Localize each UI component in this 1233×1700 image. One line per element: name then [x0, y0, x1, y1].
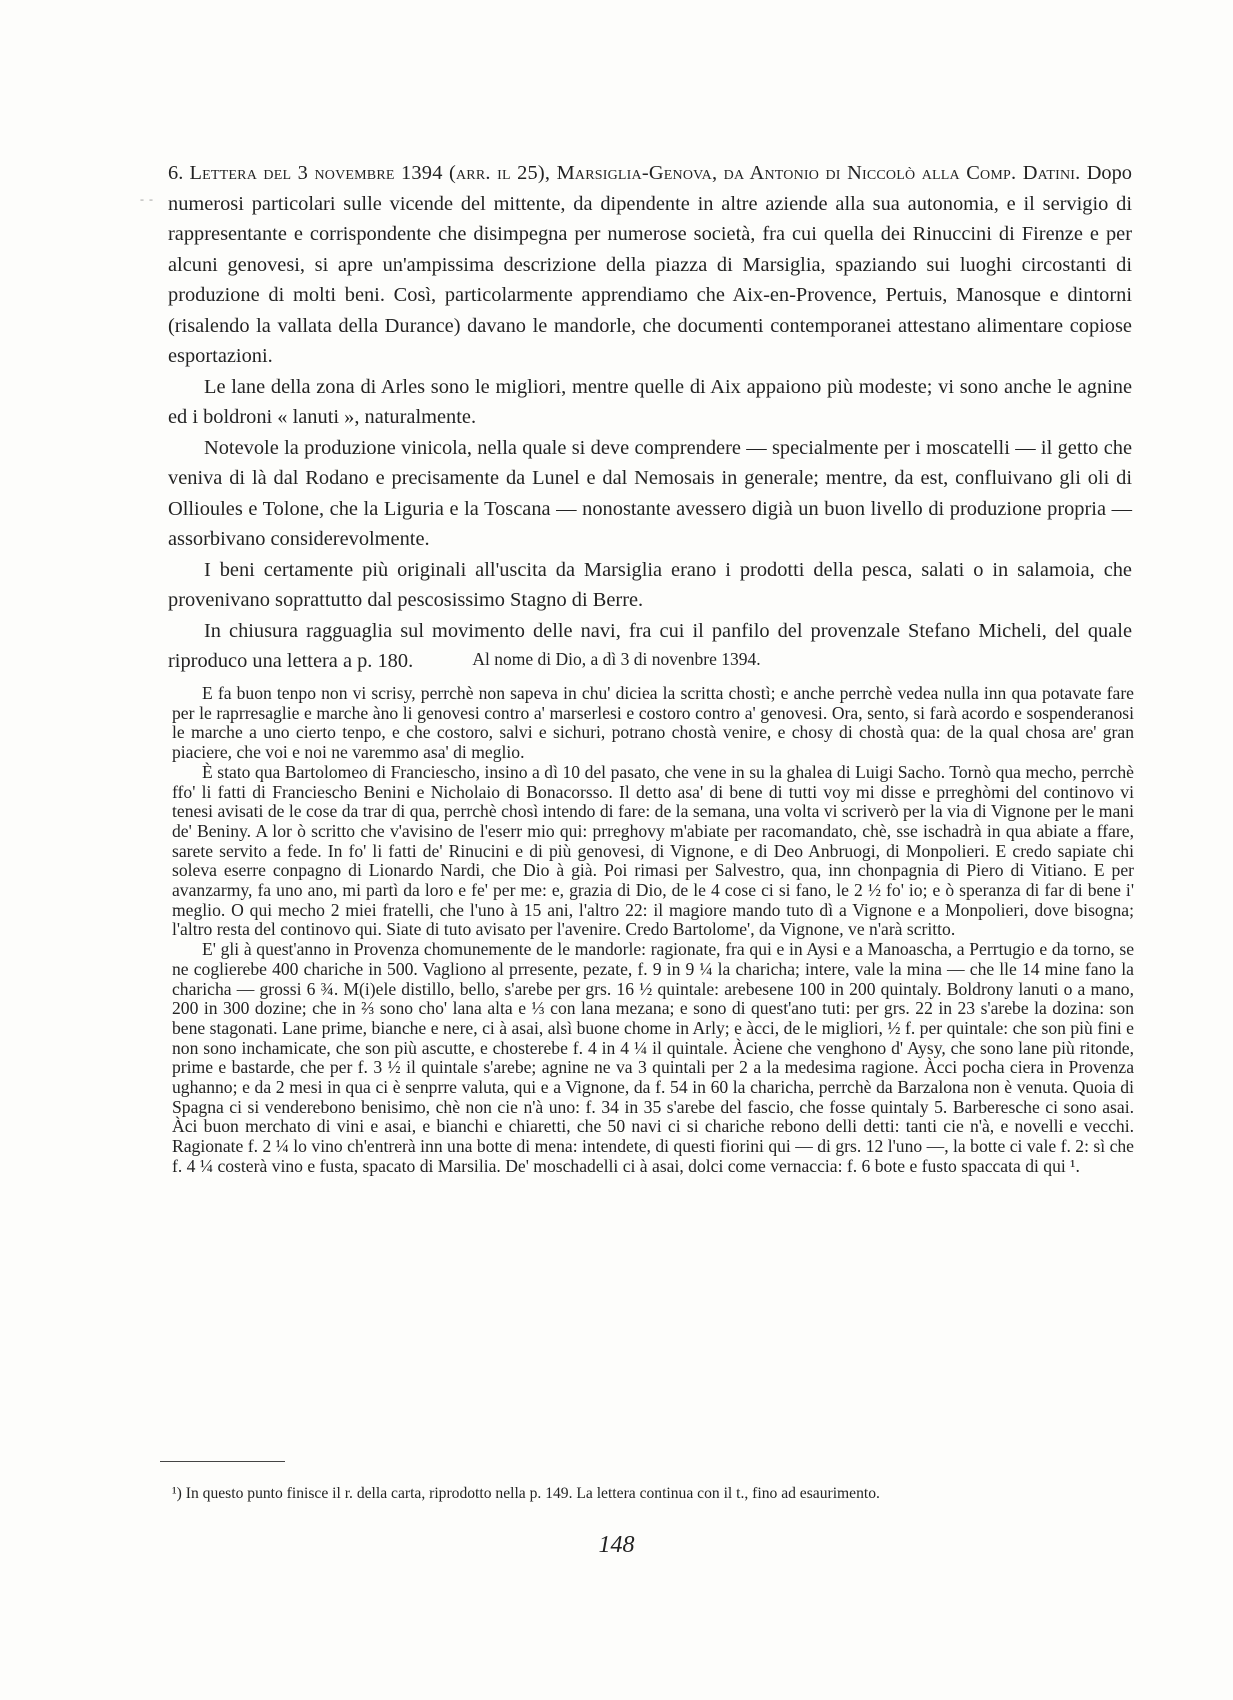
footnote: ¹) In questo punto finisce il r. della carta, riprodotto nella p. 149. La lettera continua con il t., fino ad esaurimento.	[172, 1485, 880, 1502]
intro-paragraph	[168, 158, 1132, 372]
letter-paragraph: E fa buon tenpo non vi scrisy, perrchè non sapeva in chu' diciea la scritta chostì; e anche perrchè vedea nulla inn qua potavate fare per le raprresaglie e marche àno li genovesi contro a' marserlesi e costoro contro a' genovesi. Ora, sento, si farà acordo e sospenderanosi le marche a uno cierto tenpo, e che costoro, salvi e sichuri, potrano chostà venire, e chosy di chostà qua: de la qual chosa are' gran piaciere, che voi e noi ne varemmo asa' di meglio.	[172, 683, 1134, 763]
letter-paragraph: È stato qua Bartolomeo di Franciescho, insino a dì 10 del pasato, che vene in su la ghalea di Luigi Sacho. Tornò qua mecho, perrchè ffo' li fatti di Franciescho Benini e Nicholaio di Bonacorsso. Il detto asa' di bene di tutti voy mi disse e prreghòmi del continovo vi tenesi avisati de le cose da trar di qua, perrchè chosì intendo di fare: de la semana, una volta vi scriverò per la via di Vignone per le mani de' Beniny. A lor ò scritto che v'avisino de l'eserr mio qui: prreghovy m'abiate per racomandato, chè, sse ischadrà in qua abiate a ffare, sarete servito a fede. In fo' li fatti de' Rinucini e di più genovesi, di Vignone, e di Deo Anbruogi, di Monpolieri. E credo sapiate chi soleva eserre conpagno di Lionardo Nardi, che Dio à già. Poi rimasi per Salvestro, qua, inn chonpagnia di Piero di Vitiano. E per avanzarmy, fa uno ano, mi partì da loro e fe' per me: e, grazia di Dio, de le 4 cose ci si fano, le 2 ½ fo' io; e ò speranza di far di bene i' meglio. O qui mecho 2 miei fratelli, che l'uno à 15 ani, l'altro 22: il magiore mando tuto dì a Vignone e a Monpolieri, dove bisogna; l'altro resta del continovo qui. Siate di tuto avisato per l'avenire. Credo Bartolome', da Vignone, ve n'arà scritto.	[172, 761, 1134, 940]
intro-text: Dopo numerosi particolari sulle vicende del mittente, da dipendente in altre aziende alla sua autonomia, e il servigio di rappresentante e corrispondente che disimpegna per numerose società, fra cui quella dei Rinuccini di Firenze e per alcuni genovesi, si apre un'ampissima descrizione della piazza di Marsiglia, spaziando sui luoghi circostanti di produzione di molti beni. Così, particolarmente apprendiamo che Aix-en-Provence, Pertuis, Manosque e dintorni (risalendo la vallata della Durance) davano le mandorle, che documenti contemporanei attestano alimentare copiose esportazioni.	[168, 162, 1132, 367]
page-number: 148	[598, 1532, 635, 1558]
margin-mark: - -	[140, 192, 154, 206]
letter-heading: Al nome di Dio, a dì 3 di novenbre 1394.	[472, 649, 761, 669]
letter-body	[172, 684, 1134, 1177]
intro-paragraph: In chiusura ragguaglia sul movimento delle navi, fra cui il panfilo del provenzale Stefano Micheli, del quale riproduco una lettera a p. 180.	[168, 619, 1132, 672]
intro-paragraph: I beni certamente più originali all'uscita da Marsiglia erano i prodotti della pesca, salati o in salamoia, che provenivano soprattutto dal pescosissimo Stagno di Berre.	[168, 558, 1132, 611]
footnote-divider	[160, 1461, 285, 1462]
intro-section	[168, 158, 1132, 677]
intro-paragraph: Notevole la produzione vinicola, nella quale si deve comprendere — specialmente per i moscatelli — il getto che veniva di là dal Rodano e precisamente da Lunel e dal Nemosais in generale; mentre, da est, confluivano gli oli di Ollioules e Tolone, che la Liguria e la Toscana — nonostante avessero digià un buon livello di produzione propria — assorbivano considerevolmente.	[168, 436, 1132, 550]
letter-paragraph: E' gli à quest'anno in Provenza chomunemente de le mandorle: ragionate, fra qui e in Aysi e a Manoascha, a Perrtugio e da torno, se ne coglierebe 400 chariche in 500. Vagliono al prresente, pezate, f. 9 in 9 ¼ la charicha; intere, vale la mina — che lle 14 mine fano la charicha — grossi 6 ¾. M(i)ele distillo, bello, s'arebe per grs. 16 ½ quintale: arebesene 100 in 200 quintaly. Boldrony lanuti o a mano, 200 in 300 dozine; che in ⅔ sono cho' lana alta e ⅓ con lana mezana; e sono di quest'ano tuti: per grs. 22 in 23 s'arebe la dozina: son bene stagonati. Lane prime, bianche e nere, ci à asai, alsì buone chome in Arly; e àcci, de le migliori, ½ f. per quintale: che son più fini e non sono inchamicate, che son più ascutte, e chosterebe f. 4 in 4 ¼ il quintale. Àciene che venghono d' Aysy, che sono lane più ritonde, prime e bastarde, che per f. 3 ½ il quintale s'arebe; agnine ne va 3 quintali per 2 a la medesima ragione. Àcci pocha ciera in Provenza ughanno; e da 2 mesi in qua ci è senprre valuta, qui e a Vignone, da f. 54 in 60 la charicha, perrchè da Barzalona non è venuta. Quoia di Spagna ci si venderebono benisimo, chè non cie n'à uno: f. 34 in 35 s'arebe del fascio, che fosse quintaly 5. Barberesche ci sono asai. Àci buon merchato di vini e asai, e bianchi e chiaretti, che 50 navi ci si chariche rebono delli detti: tanti cie n'à, e novelli e vecchi. Ragionate f. 2 ¼ lo vino ch'entrerà inn una botte di mena: intendete, di questi fiorini qui — di grs. 12 l'uno —, la botte ci vale f. 2: sì che f. 4 ¼ costerà vino e fusta, spacato di Marsilia. De' moschadelli ci à asai, dolci come vernaccia: f. 6 bote e fusto spaccata di qui ¹.	[172, 939, 1134, 1176]
section-number: 6.	[168, 162, 184, 184]
section-heading: Lettera del 3 novembre 1394 (arr. il 25), Marsiglia-Genova, da Antonio di Niccolò alla Comp. Datini.	[189, 162, 1081, 184]
intro-paragraph: Le lane della zona di Arles sono le migliori, mentre quelle di Aix appaiono più modeste; vi sono anche le agnine ed i boldroni « lanuti », naturalmente.	[168, 375, 1132, 428]
